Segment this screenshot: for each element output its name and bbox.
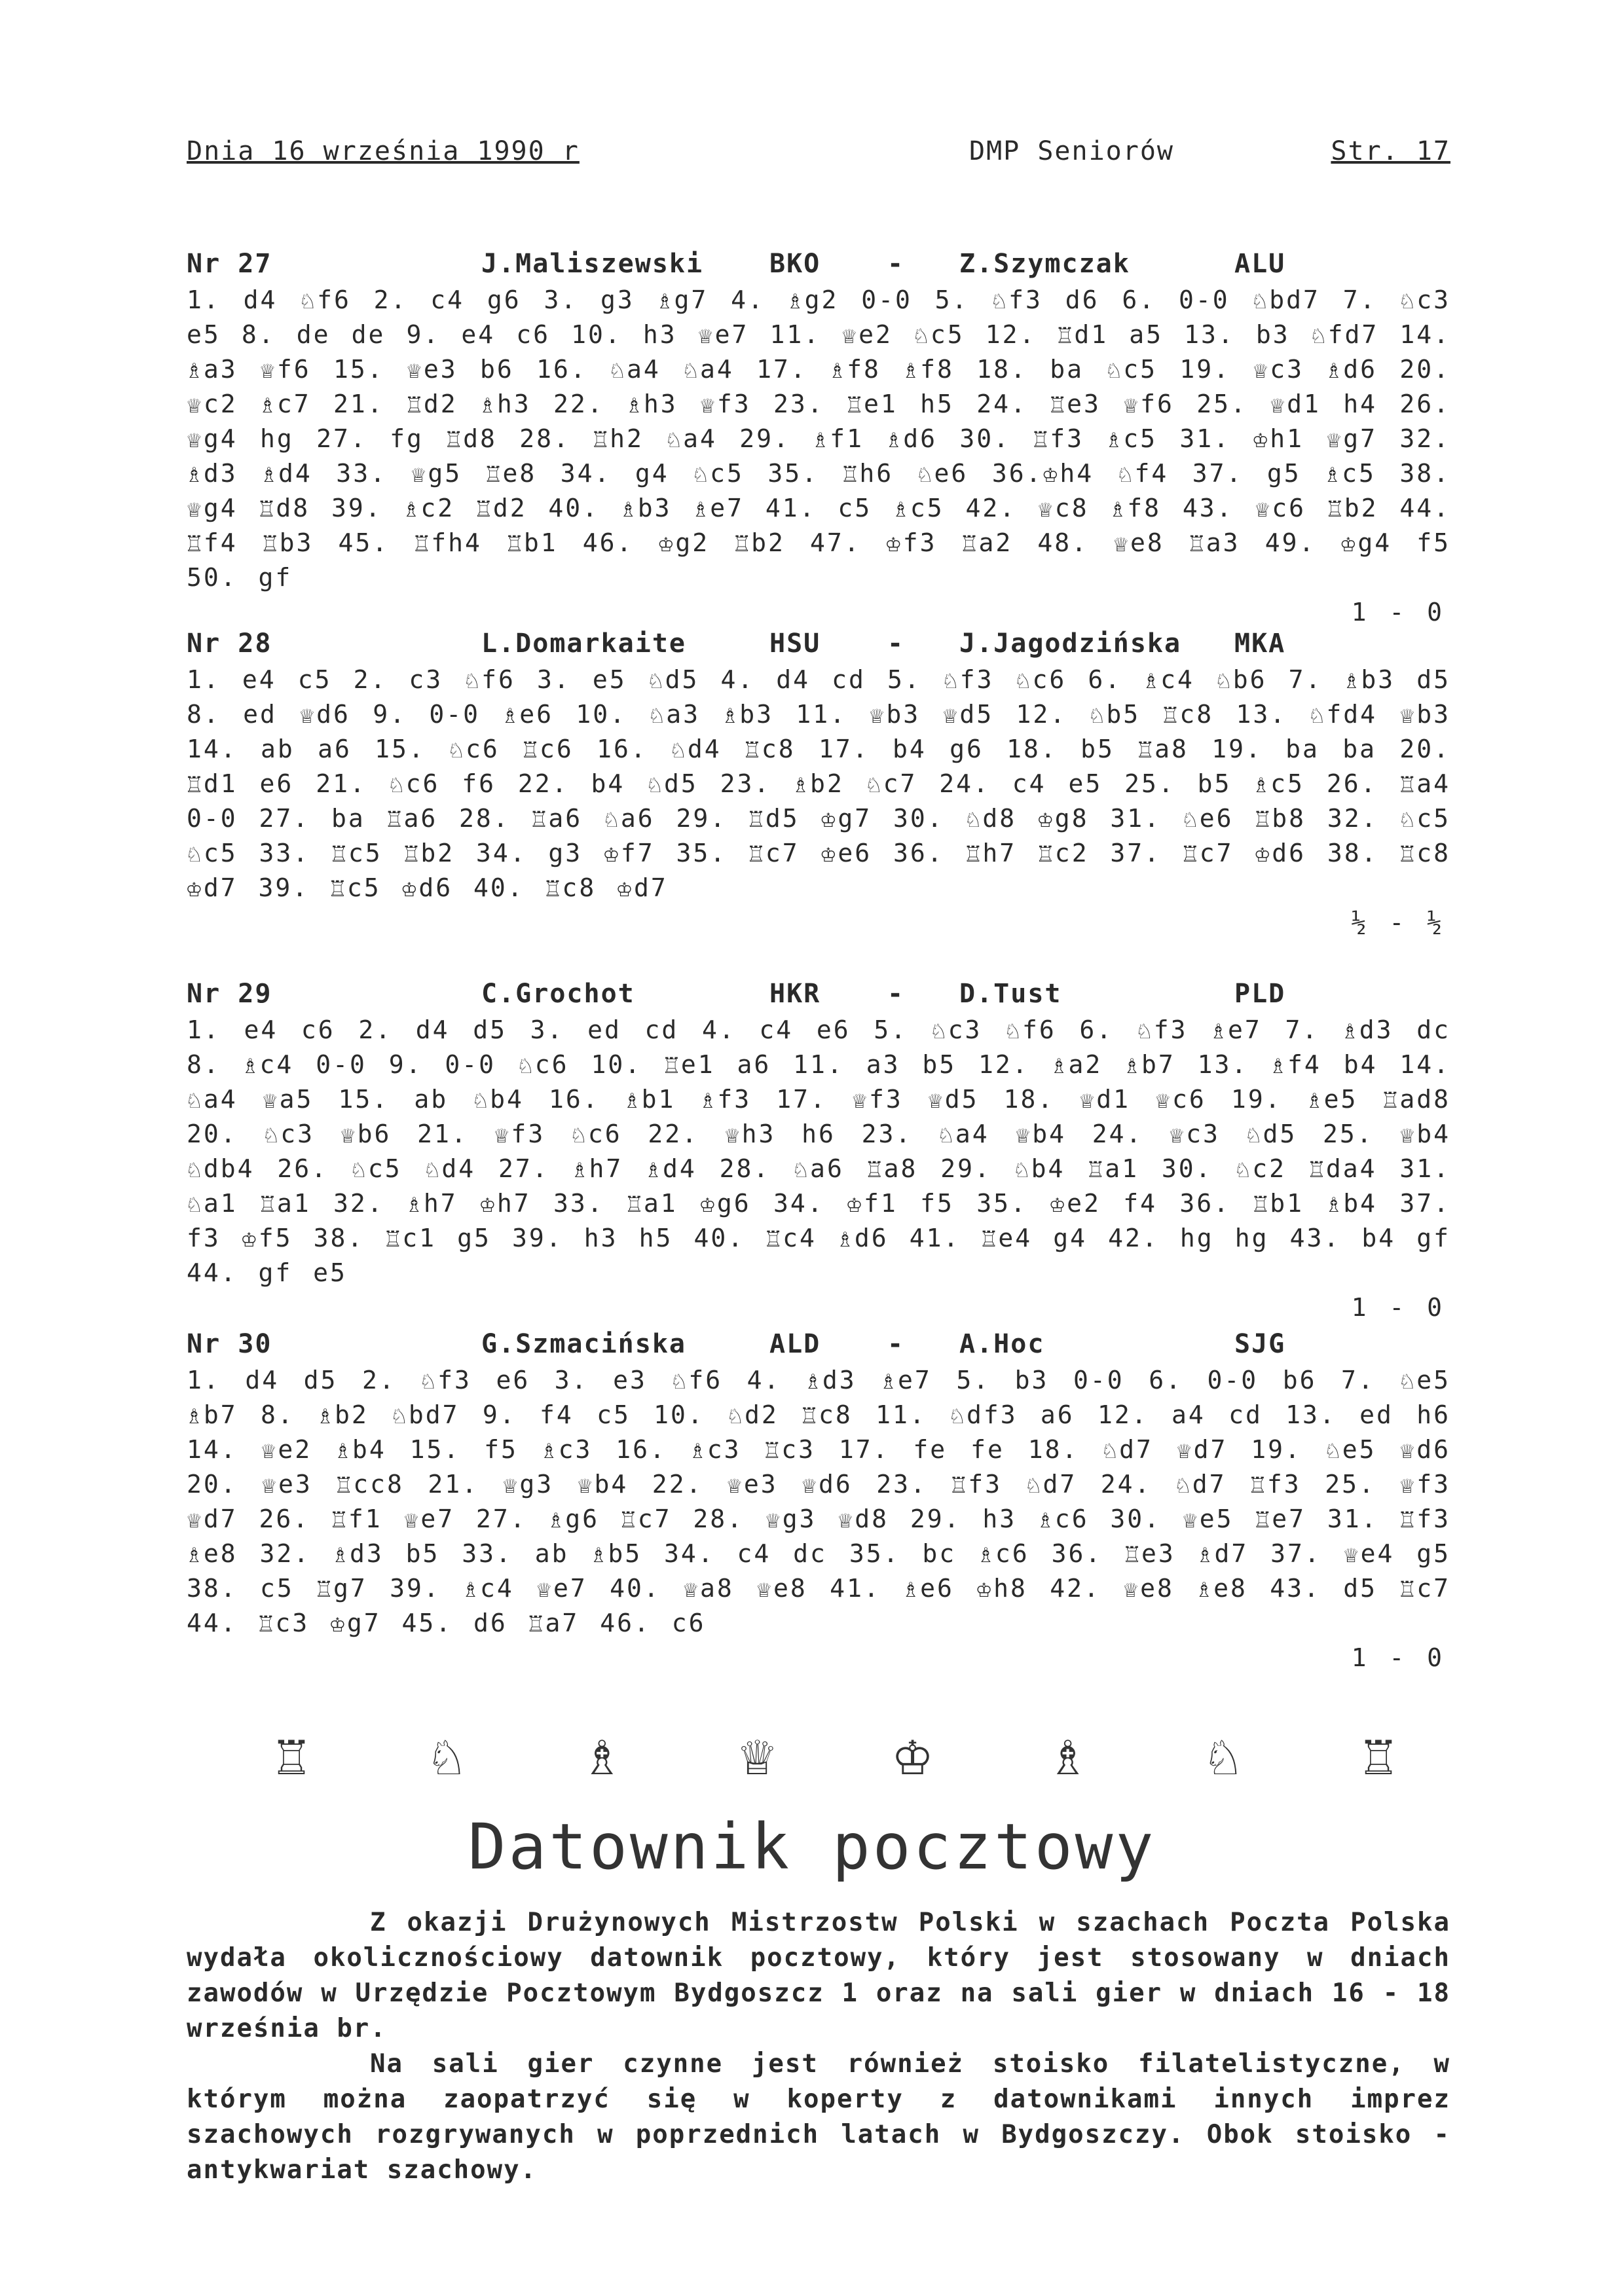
game-27	[187, 249, 1450, 630]
game-number: Nr 30	[187, 1329, 272, 1359]
article-title: Datownik pocztowy	[468, 1810, 1156, 1884]
king-icon: ♔	[891, 1730, 934, 1785]
white-club: HKR	[769, 979, 821, 1009]
game-moves: 1. e4 c5 2. c3 ♘f6 3. e5 ♘d5 4. d4 cd 5. ♘f3 ♘c6 6. ♗c4 ♘b6 7. ♗b3 d5 8. ed ♕d6 9. 0-0 ♗e6 10. ♘a3 ♗b3 11. ♕b3 ♕d5 12. ♘b5 ♖c8 13. ♘fd4 ♕b3 14. ab a6 15. ♘c6 ♖c6 16. ♘d4 ♖c8 17. b4 g6 18. b5 ♖a8 19. ba ba 20. ♖d1 e6 21. ♘c6 f6 22. b4 ♘d5 23. ♗b2 ♘c7 24. c4 e5 25. b5 ♗c5 26. ♖a4 0-0 27. ba ♖a6 28. ♖a6 ♘a6 29. ♖d5 ♔g7 30. ♘d8 ♔g8 31. ♘e6 ♖b8 32. ♘c5 ♘c5 33. ♖c5 ♖b2 34. g3 ♔f7 35. ♖c7 ♔e6 36. ♖h7 ♖c2 37. ♖c7 ♔d6 38. ♖c8 ♔d7 39. ♖c5 ♔d6 40. ♖c8 ♔d7	[187, 665, 1450, 902]
separator: -	[887, 249, 905, 279]
game-30	[187, 1329, 1450, 1675]
header-date: Dnia 16 września 1990 r	[187, 136, 580, 166]
black-player: A.Hoc	[959, 1329, 1045, 1359]
chess-pieces-divider	[262, 1728, 1408, 1787]
game-number: Nr 27	[187, 249, 272, 279]
article-paragraph: Na sali gier czynne jest również stoisko filatelistyczne, w którym można zaopatrzyć się w koperty z datownikami innych imprez szachowych rozgrywanych w poprzednich latach w Bydgoszczy. Obok stoisko - antykwariat szachowy.	[187, 2049, 1450, 2185]
game-result: 1 - 0	[1351, 598, 1444, 627]
bishop-icon: ♗	[581, 1730, 623, 1785]
game-result: 1 - 0	[1351, 1643, 1444, 1672]
white-player: J.Maliszewski	[481, 249, 704, 279]
article-body	[187, 1905, 1450, 2188]
game-28	[187, 629, 1450, 940]
black-club: ALU	[1234, 249, 1286, 279]
queen-icon: ♕	[736, 1730, 779, 1785]
game-moves: 1. d4 d5 2. ♘f3 e6 3. e3 ♘f6 4. ♗d3 ♗e7 5. b3 0-0 6. 0-0 b6 7. ♘e5 ♗b7 8. ♗b2 ♘bd7 9. f4 c5 10. ♘d2 ♖c8 11. ♘df3 a6 12. a4 cd 13. ed h6 14. ♕e2 ♗b4 15. f5 ♗c3 16. ♗c3 ♖c3 17. fe fe 18. ♘d7 ♕d7 19. ♘e5 ♕d6 20. ♕e3 ♖cc8 21. ♕g3 ♕b4 22. ♕e3 ♕d6 23. ♖f3 ♘d7 24. ♘d7 ♖f3 25. ♕f3 ♕d7 26. ♖f1 ♕e7 27. ♗g6 ♖c7 28. ♕g3 ♕d8 29. h3 ♗c6 30. ♕e5 ♖e7 31. ♖f3 ♗e8 32. ♗d3 b5 33. ab ♗b5 34. c4 dc 35. bc ♗c6 36. ♖e3 ♗d7 37. ♕e4 g5 38. c5 ♖g7 39. ♗c4 ♕e7 40. ♕a8 ♕e8 41. ♗e6 ♔h8 42. ♕e8 ♗e8 43. d5 ♖c7 44. ♖c3 ♔g7 45. d6 ♖a7 46. c6	[187, 1366, 1450, 1637]
white-player: G.Szmacińska	[481, 1329, 686, 1359]
white-player: L.Domarkaite	[481, 629, 686, 659]
rook-icon: ♖	[1357, 1730, 1400, 1785]
game-title	[187, 979, 1450, 1009]
game-title	[187, 249, 1450, 279]
black-player: Z.Szymczak	[959, 249, 1130, 279]
game-title	[187, 629, 1450, 659]
header-page-number: Str. 17	[1331, 136, 1450, 166]
separator: -	[887, 1329, 905, 1359]
black-club: PLD	[1234, 979, 1286, 1009]
game-number: Nr 29	[187, 979, 272, 1009]
game-number: Nr 28	[187, 629, 272, 659]
white-player: C.Grochot	[481, 979, 635, 1009]
header-event: DMP Seniorów	[969, 136, 1174, 166]
black-club: MKA	[1234, 629, 1286, 659]
separator: -	[887, 629, 905, 659]
game-moves: 1. d4 ♘f6 2. c4 g6 3. g3 ♗g7 4. ♗g2 0-0 5. ♘f3 d6 6. 0-0 ♘bd7 7. ♘c3 e5 8. de de 9. e4 c6 10. h3 ♕e7 11. ♕e2 ♘c5 12. ♖d1 a5 13. b3 ♘fd7 14. ♗a3 ♕f6 15. ♕e3 b6 16. ♘a4 ♘a4 17. ♗f8 ♗f8 18. ba ♘c5 19. ♕c3 ♗d6 20. ♕c2 ♗c7 21. ♖d2 ♗h3 22. ♗h3 ♕f3 23. ♖e1 h5 24. ♖e3 ♕f6 25. ♕d1 h4 26. ♕g4 hg 27. fg ♖d8 28. ♖h2 ♘a4 29. ♗f1 ♗d6 30. ♖f3 ♗c5 31. ♔h1 ♕g7 32. ♗d3 ♗d4 33. ♕g5 ♖e8 34. g4 ♘c5 35. ♖h6 ♘e6 36.♔h4 ♘f4 37. g5 ♗c5 38. ♕g4 ♖d8 39. ♗c2 ♖d2 40. ♗b3 ♗e7 41. c5 ♗c5 42. ♕c8 ♗f8 43. ♕c6 ♖b2 44. ♖f4 ♖b3 45. ♖fh4 ♖b1 46. ♔g2 ♖b2 47. ♔f3 ♖a2 48. ♕e8 ♖a3 49. ♔g4 f5 50. gf	[187, 285, 1450, 592]
article-paragraph: Z okazji Drużynowych Mistrzostw Polski w szachach Poczta Polska wydała okolicznościowy datownik pocztowy, który jest stosowany w dniach zawodów w Urzędzie Pocztowym Bydgoszcz 1 oraz na sali gier w dniach 16 - 18 września br.	[187, 1908, 1450, 2043]
game-29	[187, 979, 1450, 1325]
black-club: SJG	[1234, 1329, 1286, 1359]
white-club: BKO	[769, 249, 821, 279]
game-title	[187, 1329, 1450, 1359]
knight-icon: ♘	[425, 1730, 468, 1785]
game-result: ½ - ½	[1351, 908, 1444, 937]
white-club: ALD	[769, 1329, 821, 1359]
game-moves: 1. e4 c6 2. d4 d5 3. ed cd 4. c4 e6 5. ♘c3 ♘f6 6. ♘f3 ♗e7 7. ♗d3 dc 8. ♗c4 0-0 9. 0-0 ♘c6 10. ♖e1 a6 11. a3 b5 12. ♗a2 ♗b7 13. ♗f4 b4 14. ♘a4 ♕a5 15. ab ♘b4 16. ♗b1 ♗f3 17. ♕f3 ♕d5 18. ♕d1 ♕c6 19. ♗e5 ♖ad8 20. ♘c3 ♕b6 21. ♕f3 ♘c6 22. ♕h3 h6 23. ♘a4 ♕b4 24. ♕c3 ♘d5 25. ♕b4 ♘db4 26. ♘c5 ♘d4 27. ♗h7 ♗d4 28. ♘a6 ♖a8 29. ♘b4 ♖a1 30. ♘c2 ♖da4 31. ♘a1 ♖a1 32. ♗h7 ♔h7 33. ♖a1 ♔g6 34. ♔f1 f5 35. ♔e2 f4 36. ♖b1 ♗b4 37. f3 ♔f5 38. ♖c1 g5 39. h3 h5 40. ♖c4 ♗d6 41. ♖e4 g4 42. hg hg 43. b4 gf 44. gf e5	[187, 1015, 1450, 1287]
rook-icon: ♖	[270, 1730, 313, 1785]
black-player: D.Tust	[959, 979, 1062, 1009]
separator: -	[887, 979, 905, 1009]
bishop-icon: ♗	[1046, 1730, 1089, 1785]
black-player: J.Jagodzińska	[959, 629, 1182, 659]
page-header	[187, 136, 1450, 166]
game-result: 1 - 0	[1351, 1293, 1444, 1322]
knight-icon: ♘	[1202, 1730, 1245, 1785]
white-club: HSU	[769, 629, 821, 659]
